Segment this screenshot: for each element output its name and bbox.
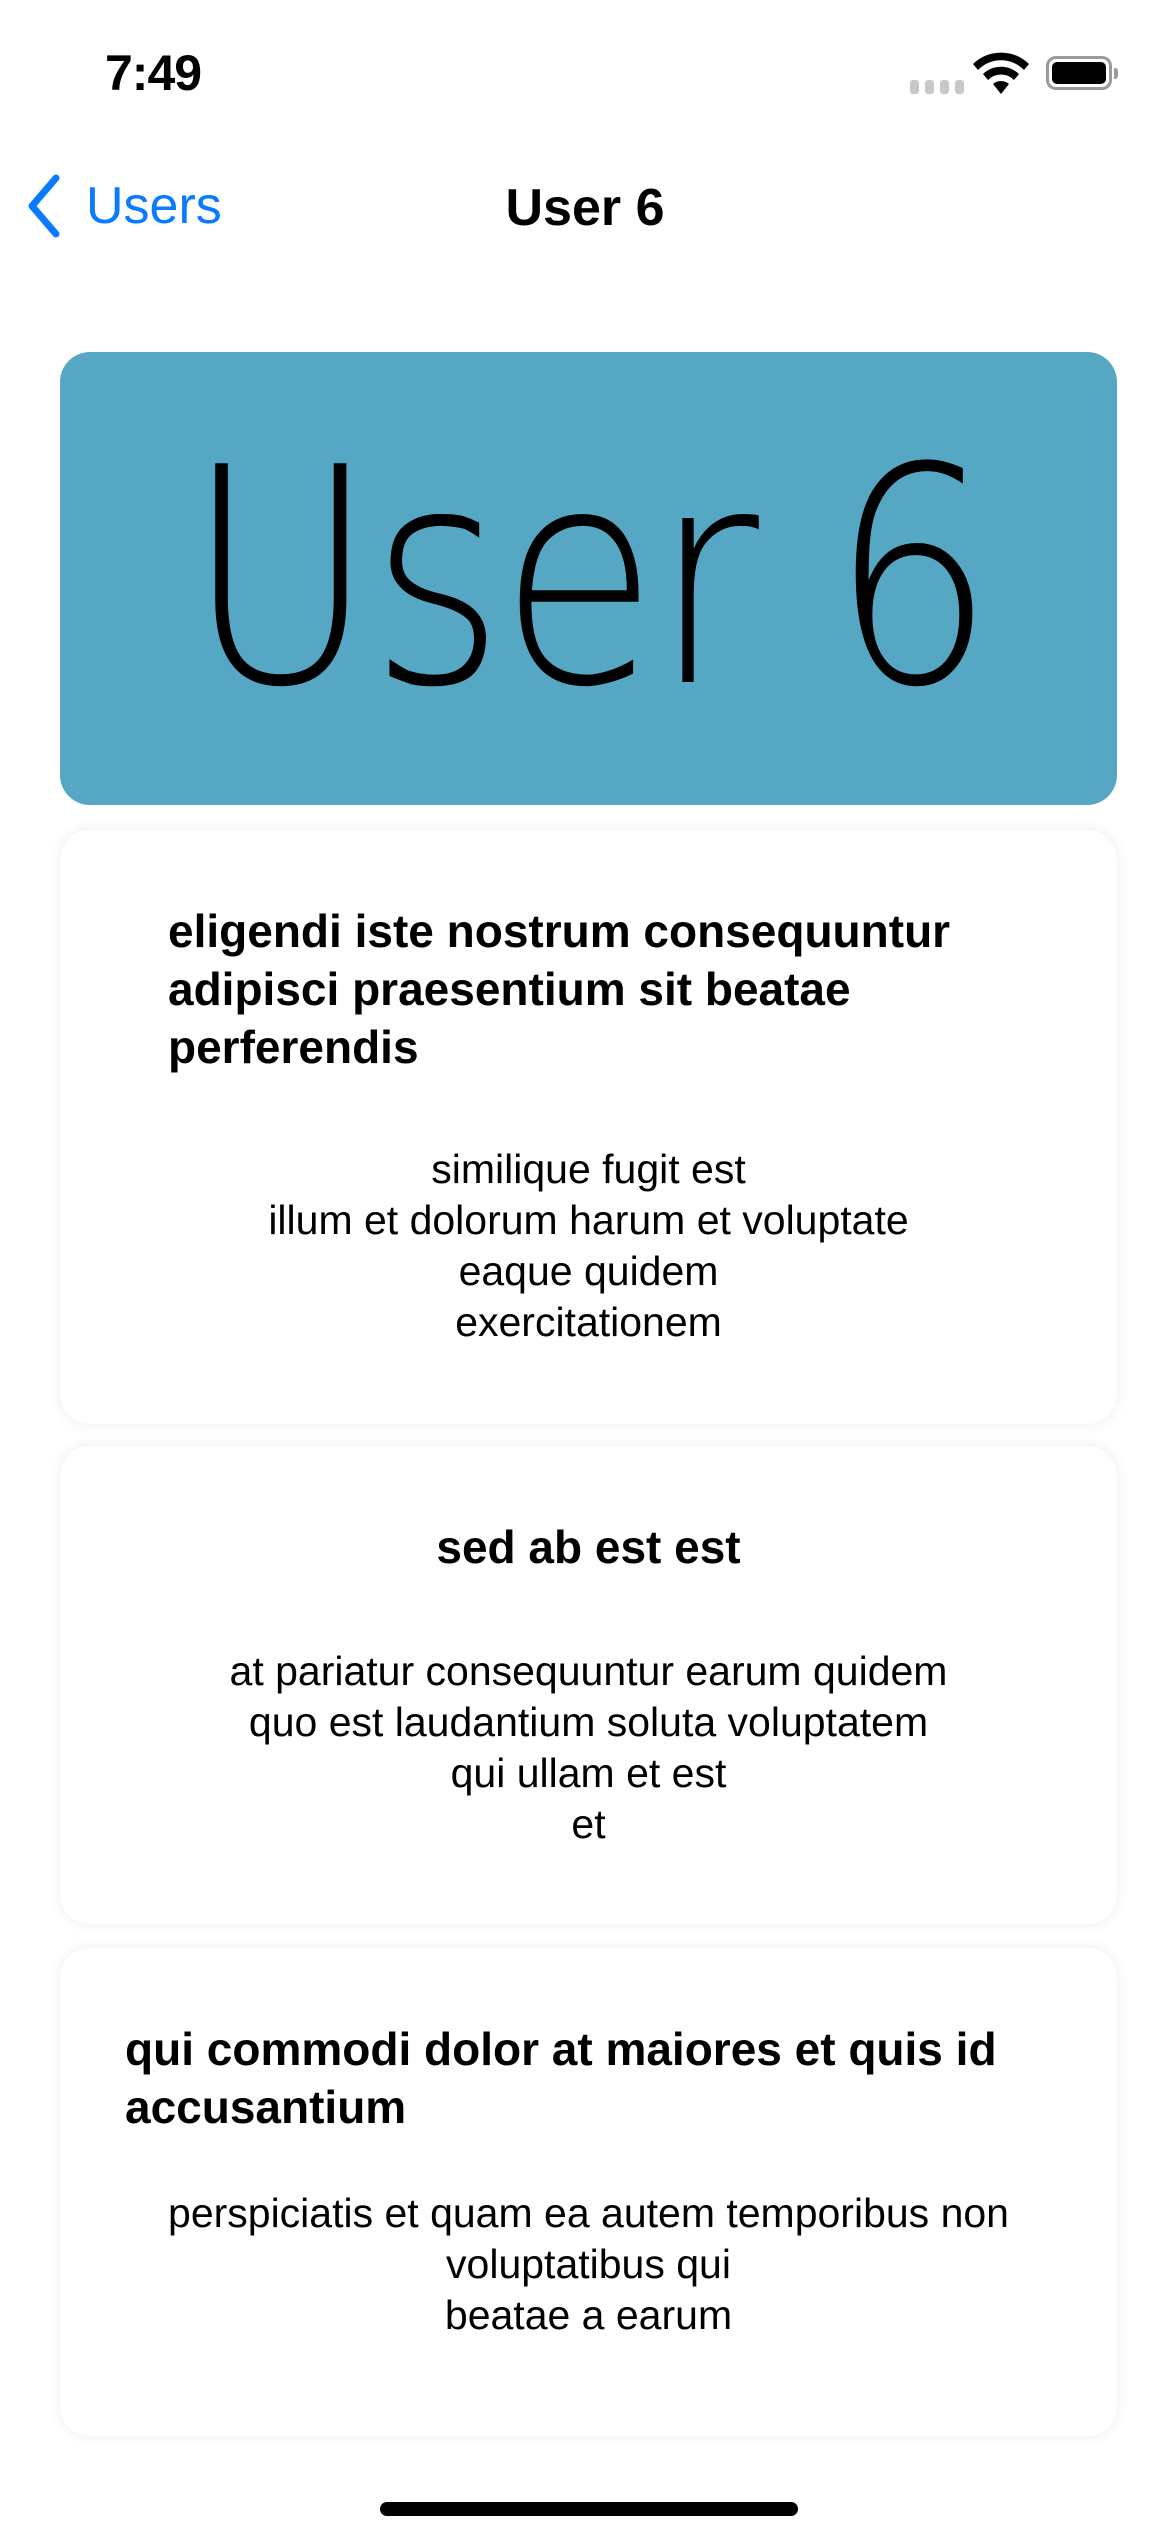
- post-body-line: perspiciatis et quam ea autem temporibus non: [168, 2190, 1009, 2236]
- post-body: [60, 1646, 1117, 1850]
- signal-icon: [910, 80, 964, 94]
- post-title: eligendi iste nostrum consequuntur adipisci praesentium sit beatae perferendis: [168, 905, 951, 1073]
- post-body-line: illum et dolorum harum et voluptate: [268, 1197, 909, 1243]
- status-time: 7:49: [105, 45, 202, 101]
- banner-title: User 6: [186, 403, 991, 753]
- navigation-bar: [0, 160, 1170, 256]
- wifi-icon: [972, 50, 1030, 96]
- post-card[interactable]: [60, 830, 1117, 1424]
- post-body-line: eaque quidem: [458, 1248, 719, 1294]
- battery-icon: [1046, 56, 1112, 90]
- post-body-line: at pariatur consequuntur earum quidem: [229, 1648, 948, 1694]
- post-body-line: voluptatibus qui: [446, 2241, 731, 2287]
- back-label: Users: [86, 177, 222, 235]
- post-body: [60, 2188, 1117, 2341]
- status-bar: [0, 0, 1170, 140]
- post-body-line: qui ullam et est: [450, 1750, 727, 1796]
- post-title: sed ab est est: [436, 1521, 741, 1573]
- post-card[interactable]: [60, 1948, 1117, 2436]
- post-body-line: et: [571, 1801, 606, 1847]
- post-body-line: beatae a earum: [444, 2292, 733, 2338]
- post-title: qui commodi dolor at maiores et quis id accusantium: [125, 2023, 997, 2133]
- user-banner: [60, 352, 1117, 805]
- home-indicator[interactable]: [380, 2502, 798, 2516]
- post-body-line: similique fugit est: [431, 1146, 746, 1192]
- post-card[interactable]: [60, 1446, 1117, 1924]
- post-body-line: exercitationem: [455, 1299, 722, 1345]
- post-body-line: quo est laudantium soluta voluptatem: [248, 1699, 929, 1745]
- post-body: [60, 1144, 1117, 1348]
- page-title: User 6: [505, 179, 665, 237]
